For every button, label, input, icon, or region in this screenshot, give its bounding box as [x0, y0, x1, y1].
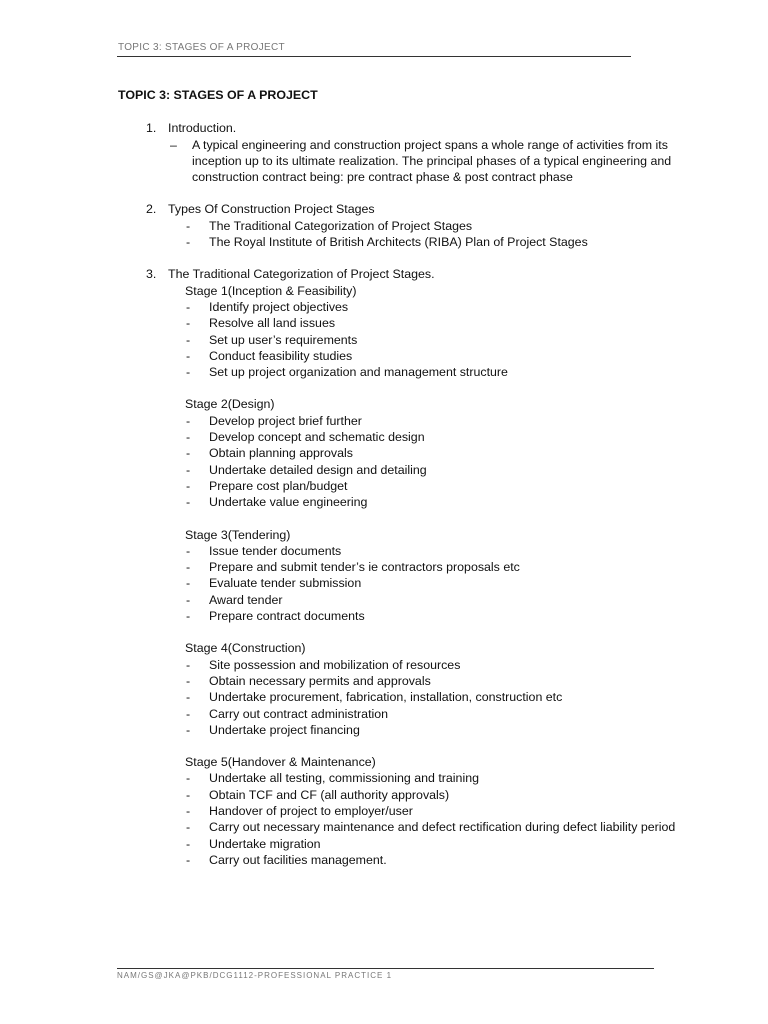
dash-bullet: - [186, 430, 191, 445]
document-body [118, 87, 678, 884]
dash-bullet: - [186, 657, 191, 672]
list-item [118, 332, 678, 348]
dash-bullet: – [170, 137, 177, 152]
list-item [118, 543, 678, 559]
list-item-text: Obtain TCF and CF (all authority approvals) [209, 787, 450, 802]
list-item-text: Handover of project to employer/user [209, 803, 413, 818]
stage-block [118, 283, 678, 381]
list-item-text: Obtain planning approvals [209, 446, 353, 461]
list-item-text: Resolve all land issues [209, 316, 336, 331]
list-item [118, 770, 678, 786]
list-item [118, 364, 678, 380]
section-heading: The Traditional Categorization of Project Stages. [168, 267, 435, 282]
list-item-text: Develop project brief further [209, 413, 362, 428]
dash-bullet: - [186, 771, 191, 786]
dash-bullet: - [186, 316, 191, 331]
list-item-text: Set up project organization and management structure [209, 365, 508, 380]
dash-bullet: - [186, 706, 191, 721]
list-item [118, 218, 678, 234]
stage-title: Stage 2(Design) [185, 397, 275, 412]
stage-block [118, 396, 678, 510]
intro-text: A typical engineering and construction project spans a whole range of activities from its inception up to its ultimate realization. The principal phases of a typical engineering and construction contract being: pre contract phase & post contract phase [192, 137, 672, 185]
list-item [118, 494, 678, 510]
dash-bullet: - [186, 820, 191, 835]
section-types [118, 201, 678, 250]
stage-title: Stage 5(Handover & Maintenance) [185, 755, 376, 770]
section-number: 3. [146, 267, 157, 282]
dash-bullet: - [186, 576, 191, 591]
dash-bullet: - [186, 462, 191, 477]
dash-bullet: - [186, 348, 191, 363]
dash-bullet: - [186, 852, 191, 867]
dash-bullet: - [186, 690, 191, 705]
list-item-text: Conduct feasibility studies [209, 348, 353, 363]
dash-bullet: - [186, 543, 191, 558]
list-item [118, 722, 678, 738]
dash-bullet: - [186, 673, 191, 688]
list-item [118, 234, 678, 250]
list-item [118, 836, 678, 852]
list-item [118, 559, 678, 575]
list-item-text: Undertake value engineering [209, 495, 368, 510]
running-header: TOPIC 3: STAGES OF A PROJECT [118, 42, 285, 53]
dash-bullet: - [186, 803, 191, 818]
section-number: 2. [146, 202, 157, 217]
list-item [118, 592, 678, 608]
header-rule [117, 56, 631, 57]
intro-paragraph [170, 137, 678, 186]
section-heading: Types Of Construction Project Stages [168, 202, 375, 217]
list-item-text: Undertake procurement, fabrication, installation, construction etc [209, 690, 563, 705]
dash-bullet: - [186, 787, 191, 802]
stage-task-list [118, 657, 678, 738]
list-item [118, 689, 678, 705]
list-item-text: Site possession and mobilization of resources [209, 657, 461, 672]
list-item-text: Evaluate tender submission [209, 576, 362, 591]
stage-title: Stage 1(Inception & Feasibility) [185, 283, 357, 298]
list-item [118, 462, 678, 478]
list-item [118, 413, 678, 429]
list-item-text: Undertake project financing [209, 722, 360, 737]
types-list [118, 218, 678, 251]
dash-bullet: - [186, 413, 191, 428]
dash-bullet: - [186, 332, 191, 347]
list-item-text: The Traditional Categorization of Project Stages [209, 218, 473, 233]
list-item-text: Undertake migration [209, 836, 321, 851]
list-item-text: Carry out contract administration [209, 706, 389, 721]
dash-bullet: - [186, 235, 191, 250]
list-item [118, 608, 678, 624]
list-item-text: Prepare contract documents [209, 609, 365, 624]
list-item-text: Issue tender documents [209, 543, 342, 558]
stage-title: Stage 4(Construction) [185, 641, 306, 656]
list-item [118, 478, 678, 494]
list-item-text: Set up user’s requirements [209, 332, 358, 347]
list-item [118, 706, 678, 722]
dash-bullet: - [186, 446, 191, 461]
list-item [118, 348, 678, 364]
stage-block [118, 527, 678, 625]
stage-title: Stage 3(Tendering) [185, 527, 291, 542]
list-item-text: The Royal Institute of British Architects (RIBA) Plan of Project Stages [209, 235, 588, 250]
stage-task-list [118, 543, 678, 624]
list-item [118, 299, 678, 315]
list-item [118, 673, 678, 689]
dash-bullet: - [186, 365, 191, 380]
list-item [118, 787, 678, 803]
dash-bullet: - [186, 478, 191, 493]
dash-bullet: - [186, 592, 191, 607]
list-item [118, 852, 678, 868]
list-item-text: Award tender [209, 592, 283, 607]
dash-bullet: - [186, 560, 191, 575]
stages-container [118, 283, 678, 869]
list-item [118, 315, 678, 331]
section-introduction [118, 120, 678, 185]
list-item-text: Undertake all testing, commissioning and training [209, 771, 479, 786]
dash-bullet: - [186, 836, 191, 851]
dash-bullet: - [186, 299, 191, 314]
dash-bullet: - [186, 722, 191, 737]
list-item-text: Prepare and submit tender’s ie contractors proposals etc [209, 560, 520, 575]
stage-block [118, 640, 678, 738]
section-traditional [118, 266, 678, 868]
dash-bullet: - [186, 609, 191, 624]
dash-bullet: - [186, 495, 191, 510]
list-item [118, 429, 678, 445]
stage-task-list [118, 299, 678, 380]
list-item [118, 819, 678, 835]
list-item-text: Develop concept and schematic design [209, 430, 425, 445]
list-item-text: Identify project objectives [209, 299, 349, 314]
list-item-text: Carry out facilities management. [209, 852, 387, 867]
list-item [118, 803, 678, 819]
footer-rule [117, 968, 654, 969]
list-item-text: Carry out necessary maintenance and defect rectification during defect liability period [209, 820, 676, 835]
section-heading: Introduction. [168, 121, 237, 136]
list-item-text: Undertake detailed design and detailing [209, 462, 427, 477]
list-item [118, 445, 678, 461]
stage-task-list [118, 770, 678, 868]
dash-bullet: - [186, 218, 191, 233]
list-item [118, 575, 678, 591]
list-item-text: Obtain necessary permits and approvals [209, 673, 431, 688]
stage-task-list [118, 413, 678, 511]
section-number: 1. [146, 121, 157, 136]
list-item [118, 657, 678, 673]
stage-block [118, 754, 678, 868]
running-footer: NAM/GS@JKA@PKB/DCG1112-PROFESSIONAL PRACTICE 1 [117, 971, 393, 980]
document-title: TOPIC 3: STAGES OF A PROJECT [118, 88, 318, 102]
list-item-text: Prepare cost plan/budget [209, 478, 348, 493]
